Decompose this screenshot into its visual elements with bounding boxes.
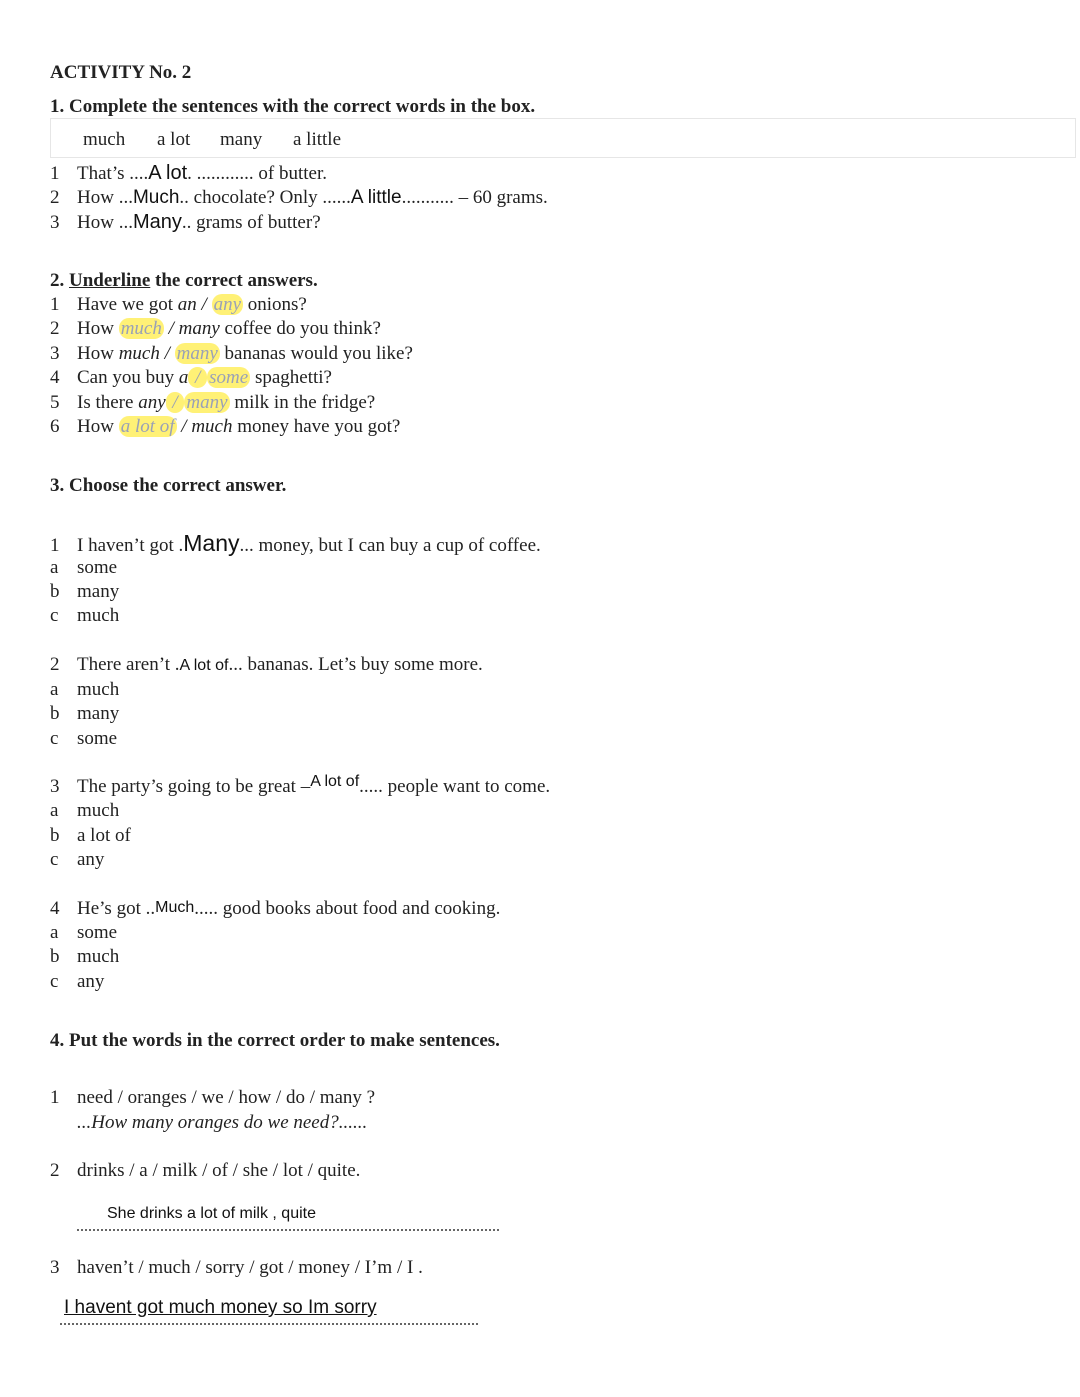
separator: / [159,343,175,364]
option-1-highlighted[interactable]: much [120,318,162,339]
item-number: 1 [50,535,60,556]
option-2-highlighted[interactable]: any [213,294,241,315]
heading-suffix: the correct answers. [150,270,318,291]
sentence-text: He’s got .. [77,898,156,919]
option-row[interactable] [50,703,119,725]
option-1[interactable]: any [138,392,166,413]
item-number: 2 [50,318,60,339]
handwritten-answer[interactable]: Much [155,899,195,916]
sentence-text: .. chocolate? Only ...... [179,187,351,208]
separator: / [176,416,192,437]
s2-item-5 [50,392,375,414]
sentence-text: Can you buy [77,367,179,388]
option-letter: c [50,605,59,626]
section-3-heading: 3. Choose the correct answer. [50,475,287,496]
option-row[interactable] [50,922,117,944]
s2-item-1 [50,294,307,316]
sentence-text: coffee do you think? [219,318,381,339]
option-2-highlighted[interactable]: some [209,367,249,388]
option-2[interactable]: much [191,416,233,437]
option-1[interactable]: an [177,294,197,315]
option-row[interactable] [50,581,119,603]
handwritten-answer: I havent got much money so Im sorry [64,1297,377,1318]
sentence-text: ... money, but I can buy a cup of coffee. [239,535,541,556]
section-1-heading: 1. Complete the sentences with the correct words in the box. [50,96,536,117]
separator: / [190,367,206,388]
option-text: some [77,557,118,578]
option-row[interactable] [50,849,104,871]
option-row[interactable] [50,825,131,847]
option-letter: c [50,849,59,870]
item-number: 6 [50,416,60,437]
sentence-text: onions? [243,294,307,315]
option-2-highlighted[interactable]: many [186,392,228,413]
s1-item-2 [50,187,548,209]
sentence-text: milk in the fridge? [229,392,376,413]
option-text: much [77,605,120,626]
s3-question-4 [50,898,500,920]
handwritten-answer[interactable]: Many [132,211,182,233]
sentence-text: .. grams of butter? [181,212,321,233]
item-number: 2 [50,654,60,675]
word-box-item: a little [293,129,342,150]
s3-question-2 [50,654,483,676]
word-box-item: a lot [157,129,191,150]
option-letter: a [50,557,59,578]
heading-prefix: 2. [50,270,69,291]
option-text: many [77,703,120,724]
item-number: 1 [50,294,60,315]
word-box-item: many [220,129,263,150]
s3-question-3 [50,773,551,798]
handwritten-answer[interactable]: A lot of [310,773,360,790]
sentence-text: ........... – 60 grams. [401,187,548,208]
option-text: much [77,679,120,700]
option-2-highlighted[interactable]: many [176,343,218,364]
sentence-text: The party’s going to be great – [77,776,311,797]
option-row[interactable] [50,800,119,822]
sentence-text: Have we got [77,294,178,315]
option-letter: b [50,825,60,846]
handwritten-answer[interactable]: A little [350,187,402,208]
item-number: 1 [50,1087,60,1108]
option-1[interactable]: much [118,343,160,364]
option-letter: b [50,581,60,602]
handwritten-answer[interactable]: A lot [148,162,188,184]
item-number: 4 [50,898,60,919]
sentence-text: . ............ of butter. [187,163,328,184]
option-1-highlighted[interactable]: a lot of [120,416,175,437]
option-row[interactable] [50,679,119,701]
answer-line-1[interactable]: ...How many oranges do we need?...... [77,1112,368,1133]
option-1[interactable]: a [178,367,189,388]
sentence-text: ... bananas. Let’s buy some more. [228,654,483,675]
option-letter: a [50,922,59,943]
s2-item-2 [50,318,381,340]
option-row[interactable] [50,728,117,750]
sentence-text: How ... [77,187,133,208]
sentence-text: bananas would you like? [219,343,413,364]
scrambled-words: need / oranges / we / how / do / many ? [77,1087,376,1108]
s1-item-1 [50,162,327,185]
option-letter: a [50,800,59,821]
s4-question-1 [50,1087,375,1109]
s2-item-4 [50,367,332,389]
sentence-text: Is there [77,392,139,413]
s2-item-6 [50,416,400,438]
option-text: much [77,946,120,967]
separator: / [163,318,179,339]
sentence-text: spaghetti? [250,367,332,388]
option-text: some [77,922,118,943]
option-2[interactable]: many [178,318,220,339]
s3-question-1 [50,530,541,557]
sentence-text: I haven’t got . [77,535,184,556]
item-number: 3 [50,212,60,233]
separator: / [196,294,212,315]
option-row[interactable] [50,946,119,968]
item-number: 3 [50,1257,60,1278]
answer-line-3[interactable] [60,1297,478,1325]
sentence-text: How [77,343,119,364]
sentence-text: How [77,318,119,339]
s1-item-3 [50,211,321,234]
item-number: 1 [50,163,60,184]
option-text: any [77,849,105,870]
section-2-heading [50,270,318,292]
sentence-text: How [77,416,119,437]
section-4-heading: 4. Put the words in the correct order to make sentences. [50,1030,500,1051]
sentence-text: ..... good books about food and cooking. [194,898,501,919]
sentence-text: There aren’t . [77,654,180,675]
option-row[interactable] [50,557,117,579]
option-letter: b [50,946,60,967]
sentence-text: How ... [77,212,133,233]
sentence-text: ..... people want to come. [359,776,551,797]
item-number: 3 [50,343,60,364]
option-text: many [77,581,120,602]
item-number: 4 [50,367,60,388]
option-letter: b [50,703,60,724]
item-number: 3 [50,776,60,797]
option-letter: a [50,679,59,700]
s4-question-2 [50,1160,360,1182]
item-number: 2 [50,187,60,208]
page-title: ACTIVITY No. 2 [50,62,192,83]
option-text: a lot of [77,825,131,846]
handwritten-answer[interactable]: Much [132,187,180,208]
word-box [50,118,1076,158]
item-number: 2 [50,1160,60,1181]
answer-line-2[interactable] [77,1205,499,1231]
option-text: some [77,728,118,749]
handwritten-answer[interactable]: A lot of [179,657,229,674]
item-number: 5 [50,392,60,413]
option-letter: c [50,728,59,749]
handwritten-answer: She drinks a lot of milk , quite [107,1205,316,1222]
handwritten-answer[interactable]: Many [183,530,240,556]
option-text: much [77,800,120,821]
option-text: any [77,971,105,992]
word-box-item: much [83,129,126,150]
scrambled-words: haven’t / much / sorry / got / money / I’m / I . [77,1257,423,1278]
scrambled-words: drinks / a / milk / of / she / lot / quite. [77,1160,361,1181]
option-row[interactable] [50,605,119,627]
separator: / [167,392,183,413]
sentence-text: money have you got? [232,416,401,437]
sentence-text: That’s .... [77,163,149,184]
heading-underlined: Underline [69,270,151,291]
s4-question-3 [50,1257,423,1279]
option-letter: c [50,971,59,992]
option-row[interactable] [50,971,104,993]
s2-item-3 [50,343,413,365]
